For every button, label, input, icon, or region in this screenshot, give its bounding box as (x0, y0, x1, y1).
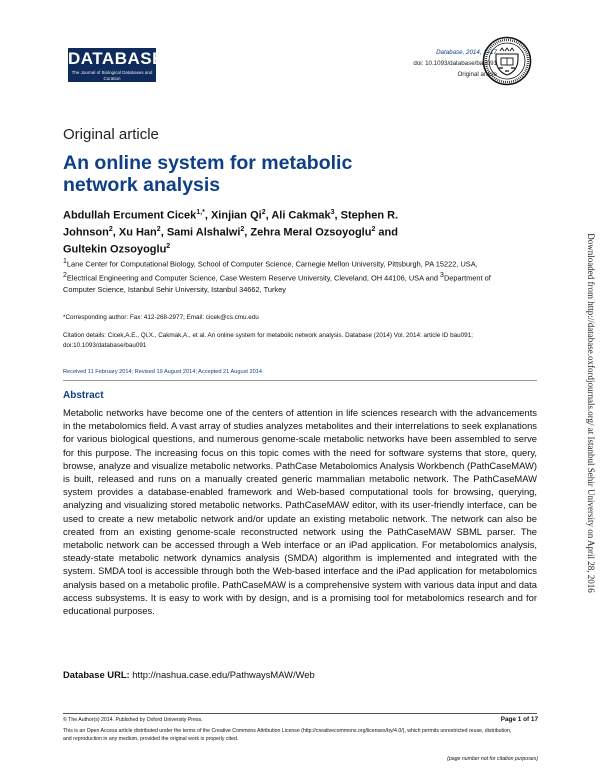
author-name: Gultekin Ozsoyoglu (63, 243, 167, 256)
database-url (63, 669, 315, 680)
page-number: Page 1 of 17 (500, 716, 538, 723)
affiliations: $^1$Lane Center for Computational Biology, School of Computer Science, Carnegie Mellon University, Pittsburgh, PA 15222, USA, $^2$Electrical Engineering and Computer Science, Case Western Reserve University, Cleveland, OH 44106, USA and $^3$Department of Computer Science, Istanbul Sehir University, Istanbul 34662, Turkey (63, 258, 491, 294)
received-dates: Received 11 February 2014; Revised 19 August 2014; Accepted 21 August 2014 (63, 369, 262, 375)
database-url-link[interactable]: http://nashua.case.edu/PathwaysMAW/Web (132, 669, 315, 680)
page-note: (page number not for citation purposes) (447, 756, 538, 762)
oxford-seal-icon (482, 36, 532, 86)
copyright: © The Author(s) 2014. Published by Oxford University Press. (63, 717, 203, 723)
author-affiliation-mark: 3 (330, 209, 335, 216)
author-affiliation-mark: 2 (261, 209, 266, 216)
abstract-text: Metabolic networks have become one of the centers of attention in life sciences research with the advancements in the metabolomics field. A vast array of studies analyzes metabolites and their interrelations to seek explanations for various biological questions, and numerous genome-scale metabolic networks have been assembled to serve for this purpose. The increasing focus on this topic comes with the need for software systems that store, query, browse, analyze and visualize metabolic networks. PathCase Metabolomics Analysis Workbench (PathCaseMAW) is built, released and runs on a manually created generic mammalian metabolic network. The PathCaseMAW system provides a database-enabled framework and Web-based computational tools for browsing, querying, analyzing and visualizing stored metabolic networks. PathCaseMAW editor, with its user-friendly interface, can be used to create a new metabolic network and/or update an existing metabolic network. The network can also be created from an existing genome-scale reconstructed network using the PathCaseMAW SBML parser. The metabolic network can be accessed through a Web interface or an iPad application. For metabolomics analysis, steady-state metabolic network dynamics analysis (SMDA) algorithm is implemented and integrated with the system. SMDA tool is accessible through both the Web-based interface and the iPad application for metabolomics analysis based on a metabolic profile. PathCaseMAW is a comprehensive system with various data input and data access subsystems. It is easy to work with by design, and is a promising tool for metabolomics research and for educational purposes. (63, 407, 537, 617)
author-name: Xinjian Qi (210, 209, 262, 222)
author-list: Abdullah Ercument Cicek$^{1,*}$, Xinjian Qi$^2$, Ali Cakmak$^3$, Stephen R. Johnson$^2$, Xu Han$^2$, Sami Alshalwi$^2$, Zehra Meral Ozsoyoglu$^2$ and Gultekin Ozsoyoglu$^2$ (63, 209, 399, 256)
author-affiliation-mark: 2 (166, 243, 171, 251)
author-name: Zehra Meral Ozsoyoglu (250, 226, 372, 239)
download-note-text: Downloaded from http://database.oxfordjournals.org/ at Istanbul Sehir University on April 28, 2016 (586, 233, 596, 593)
license-text: This is an Open Access article distributed under the terms of the Creative Commons Attribution License (http://creativecommons.org/licenses/by/4.0/), which permits unrestricted reuse, distribution, and reproduction in any medium, provided the original work is properly cited. (63, 728, 512, 742)
author-affiliation-mark: 2 (240, 226, 245, 234)
author-name: Ali Cakmak (271, 209, 331, 222)
author-name: Xu Han (118, 226, 157, 239)
section-label: Original article (63, 126, 159, 143)
author-name: Stephen R. Johnson (63, 209, 399, 239)
download-note (585, 228, 597, 598)
footer-divider (63, 713, 537, 714)
corresponding-author: *Corresponding author: Fax: 412-268-2977; Email: cicek@cs.cmu.edu (63, 314, 259, 321)
author-affiliation-mark: 1,* (196, 209, 205, 216)
logo-tagline: The Journal of Biological Databases and Curation (71, 70, 153, 81)
header-article-type: Original article (457, 71, 497, 78)
author-affiliation-mark: 2 (371, 226, 376, 234)
abstract-heading: Abstract (63, 390, 104, 401)
journal-citation: Database, 2014, 1–17 (436, 49, 497, 56)
citation-details: Citation details: Cicek,A.E., Qi,X., Cakmak,A., et al. An online system for metabolic network analysis. Database (2014) Vol. 2014: article ID bau091; doi:10.1093/database/bau091 (63, 332, 473, 349)
author-affiliation-mark: 2 (156, 226, 161, 234)
logo-word: DATABASE (68, 49, 164, 68)
journal-logo (68, 48, 164, 82)
divider (63, 380, 537, 381)
journal-doi: doi: 10.1093/database/bau091 (413, 60, 497, 67)
article-title: An online system for metabolic network analysis (63, 152, 353, 196)
database-url-label: Database URL: (63, 669, 130, 680)
author-name: Sami Alshalwi (166, 226, 241, 239)
author-name: Abdullah Ercument Cicek (63, 209, 197, 222)
author-affiliation-mark: 2 (108, 226, 113, 234)
